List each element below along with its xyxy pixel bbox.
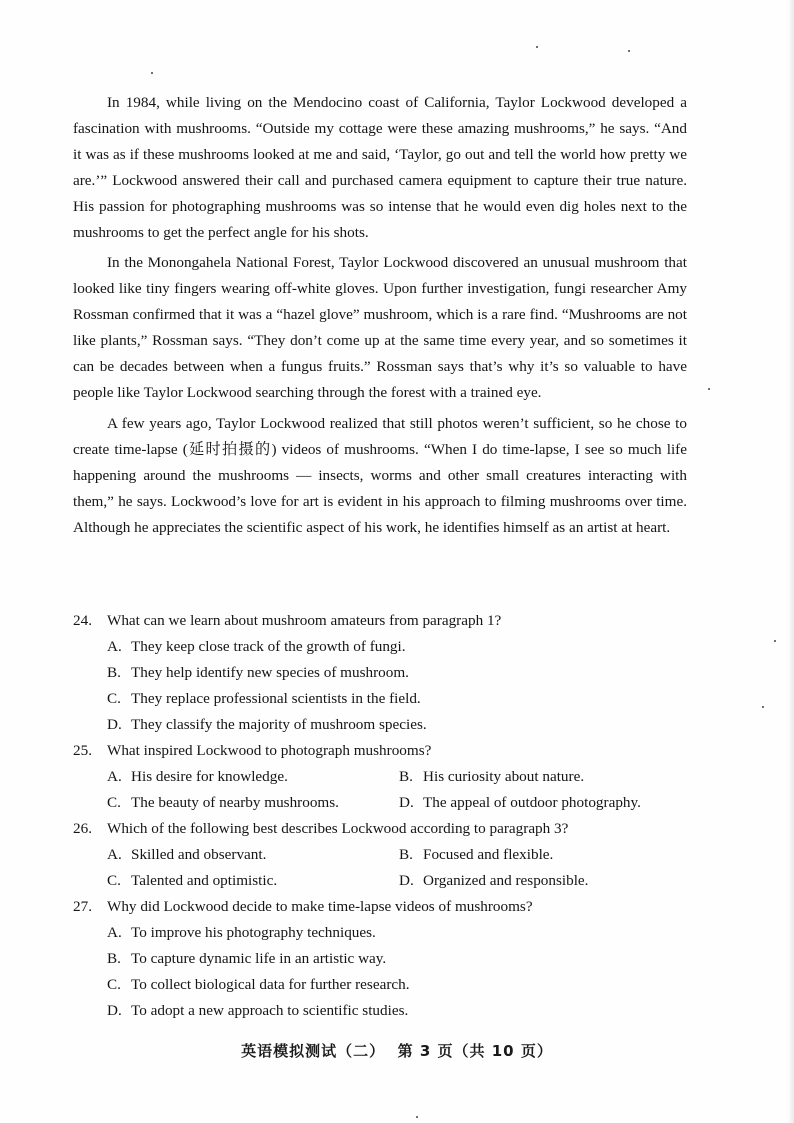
option-list [73,764,687,816]
scan-edge-shadow [788,0,794,1123]
question-text: Why did Lockwood decide to make time-lapse videos of mushrooms? [107,898,533,915]
option-text: Skilled and observant. [131,846,267,863]
option-c[interactable] [107,868,399,894]
option-text: To collect biological data for further research. [131,976,410,993]
passage-paragraph-3: A few years ago, Taylor Lockwood realized that still photos weren’t sufficient, so he chose to create time-lapse (延时拍摄的) videos of mushrooms. “When I do time-lapse, I see so much life happening around the mushrooms — insects, worms and other small creatures interacting with them,” he says. Lockwood’s love for art is evident in his approach to filming mushrooms over time. Although he appreciates the scientific aspect of his work, he identifies himself as an artist at heart. [73,414,687,536]
reading-passage [73,90,687,545]
option-c[interactable] [107,972,687,998]
question-25 [73,738,687,816]
option-letter: B. [399,846,413,863]
option-letter: C. [107,794,121,811]
option-letter: C. [107,976,121,993]
option-letter: D. [399,794,414,811]
option-text: The appeal of outdoor photography. [423,794,641,811]
option-text: They classify the majority of mushroom species. [131,716,427,733]
question-number: 25. [73,742,92,759]
option-a[interactable] [107,764,399,790]
option-letter: A. [107,768,122,785]
option-text: Organized and responsible. [423,872,589,889]
question-number: 24. [73,612,92,629]
question-number: 26. [73,820,92,837]
scan-speck [536,46,538,48]
question-stem [73,608,687,634]
option-letter: C. [107,690,121,707]
option-b[interactable] [107,660,687,686]
option-text: His desire for knowledge. [131,768,288,785]
option-letter: B. [107,664,121,681]
page-number: 第 3 页（共 10 页） [397,1042,553,1060]
option-text: To adopt a new approach to scientific studies. [131,1002,409,1019]
scan-speck [151,72,153,74]
option-text: His curiosity about nature. [423,768,585,785]
option-letter: A. [107,638,122,655]
scan-speck [762,706,764,708]
option-letter: B. [107,950,121,967]
option-letter: B. [399,768,413,785]
option-d[interactable] [107,998,687,1024]
option-letter: A. [107,846,122,863]
option-b[interactable] [399,764,679,790]
option-list [73,842,687,894]
option-text: To capture dynamic life in an artistic way. [131,950,387,967]
option-a[interactable] [107,920,687,946]
question-number: 27. [73,898,92,915]
question-27 [73,894,687,1024]
option-text: Talented and optimistic. [131,872,278,889]
option-letter: C. [107,872,121,889]
exam-title: 英语模拟测试（二） [241,1042,386,1060]
option-c[interactable] [107,790,399,816]
question-text: What can we learn about mushroom amateurs from paragraph 1? [107,612,502,629]
option-text: Focused and flexible. [423,846,554,863]
question-24 [73,608,687,738]
option-letter: D. [107,716,122,733]
scan-speck [628,50,630,52]
option-b[interactable] [107,946,687,972]
option-list [73,634,687,738]
option-d[interactable] [107,712,687,738]
option-letter: D. [107,1002,122,1019]
question-text: What inspired Lockwood to photograph mushrooms? [107,742,432,759]
question-stem [73,894,687,920]
option-text: To improve his photography techniques. [131,924,376,941]
page-footer [0,1040,794,1061]
question-list [73,608,687,1024]
option-text: They replace professional scientists in the field. [131,690,421,707]
option-d[interactable] [399,790,679,816]
option-text: The beauty of nearby mushrooms. [131,794,339,811]
option-a[interactable] [107,842,399,868]
question-26 [73,816,687,894]
option-letter: A. [107,924,122,941]
option-c[interactable] [107,686,687,712]
scan-speck [774,640,776,642]
option-text: They keep close track of the growth of fungi. [131,638,406,655]
option-a[interactable] [107,634,687,660]
passage-paragraph-2: In the Monongahela National Forest, Taylor Lockwood discovered an unusual mushroom that looked like tiny fingers wearing off-white gloves. Upon further investigation, fungi researcher Amy Rossman confirmed that it was a “hazel glove” mushroom, which is a rare find. “Mushrooms are not like plants,” Rossman says. “They don’t come up at the same time every year, and so sometimes it can be decades between when a fungus fruits.” Rossman says that’s why it’s so valuable to have people like Taylor Lockwood searching through the forest with a trained eye. [73,254,687,401]
option-text: They help identify new species of mushroom. [131,664,409,681]
passage-paragraph-1: In 1984, while living on the Mendocino coast of California, Taylor Lockwood developed a fascination with mushrooms. “Outside my cottage were these amazing mushrooms,” he says. “And it was as if these mushrooms looked at me and said, ‘Taylor, go out and tell the world how pretty we are.’” Lockwood answered their call and purchased camera equipment to capture their true nature. His passion for photographing mushrooms was so intense that he would even dig holes next to the mushrooms to get the perfect angle for his shots. [73,94,687,241]
option-letter: D. [399,872,414,889]
question-text: Which of the following best describes Lockwood according to paragraph 3? [107,820,569,837]
scan-speck [416,1116,418,1118]
question-stem [73,816,687,842]
option-list [73,920,687,1024]
option-b[interactable] [399,842,679,868]
scan-speck [708,388,710,390]
option-d[interactable] [399,868,679,894]
question-stem [73,738,687,764]
